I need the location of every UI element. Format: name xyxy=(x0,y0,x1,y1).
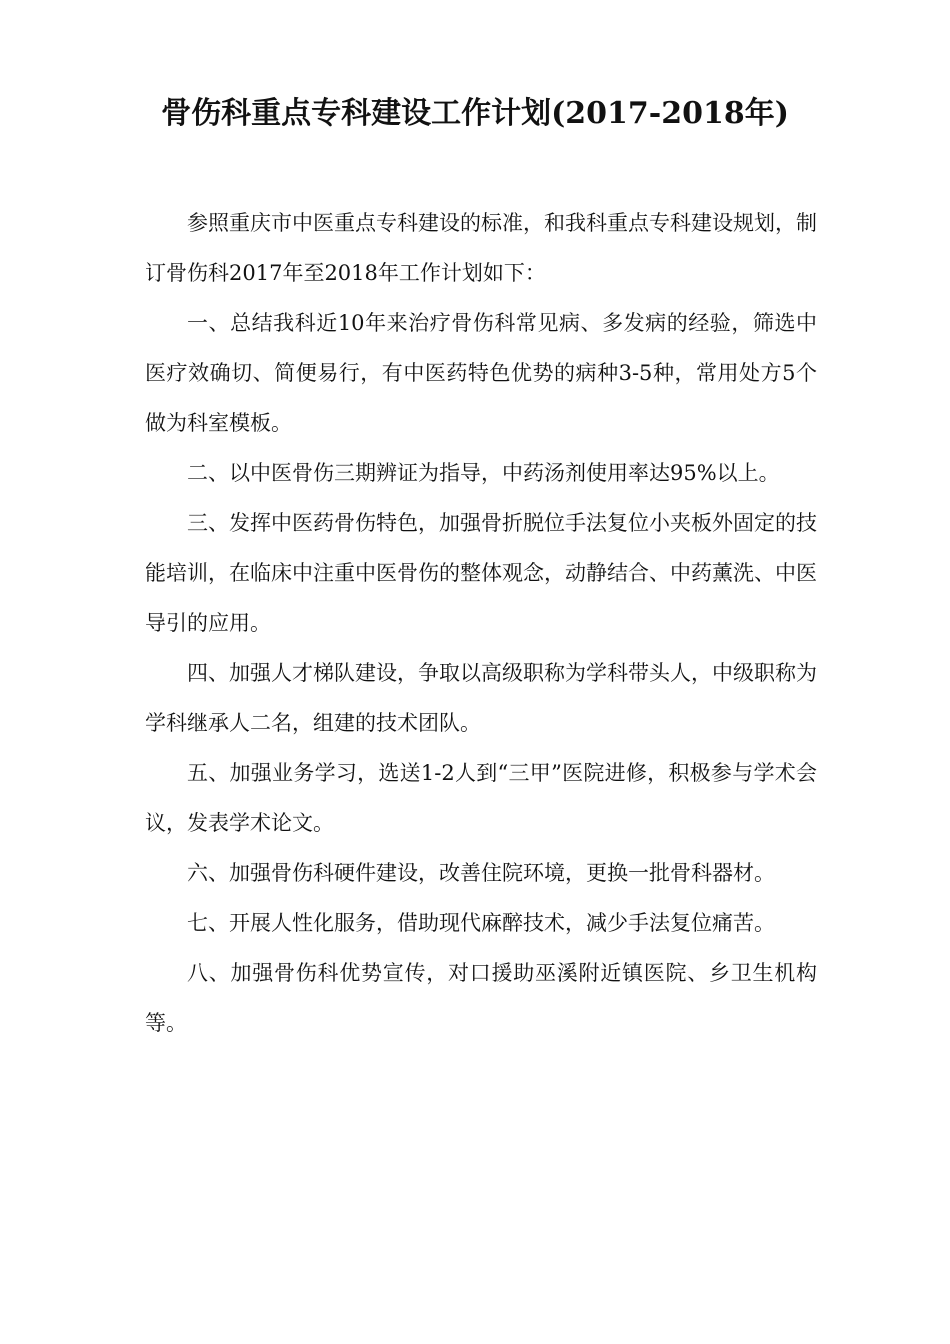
paragraph-item-5: 五、加强业务学习，选送1-2人到“三甲”医院进修，积极参与学术会议，发表学术论文。 xyxy=(145,761,817,835)
paragraph-item-6: 六、加强骨伤科硬件建设，改善住院环境，更换一批骨科器材。 xyxy=(187,861,775,885)
document-body xyxy=(145,198,817,1048)
paragraph-item-8: 八、加强骨伤科优势宣传，对口援助巫溪附近镇医院、乡卫生机构等。 xyxy=(145,961,817,1035)
document-title: 骨伤科重点专科建设工作计划(2017-2018年) xyxy=(161,96,789,131)
paragraph-item-3: 三、发挥中医药骨伤特色，加强骨折脱位手法复位小夹板外固定的技能培训，在临床中注重中医骨伤的整体观念，动静结合、中药薰洗、中医导引的应用。 xyxy=(145,511,817,635)
paragraph-item-7: 七、开展人性化服务，借助现代麻醉技术，减少手法复位痛苦。 xyxy=(187,911,775,935)
paragraph-item-2: 二、以中医骨伤三期辨证为指导，中药汤剂使用率达95%以上。 xyxy=(187,461,780,485)
paragraph-intro: 参照重庆市中医重点专科建设的标准，和我科重点专科建设规划，制订骨伤科2017年至2018年工作计划如下： xyxy=(145,211,817,285)
paragraph-item-1: 一、总结我科近10年来治疗骨伤科常见病、多发病的经验，筛选中医疗效确切、简便易行，有中医药特色优势的病种3-5种，常用处方5个做为科室模板。 xyxy=(145,311,817,435)
paragraph-item-4: 四、加强人才梯队建设，争取以高级职称为学科带头人，中级职称为学科继承人二名，组建的技术团队。 xyxy=(145,661,817,735)
